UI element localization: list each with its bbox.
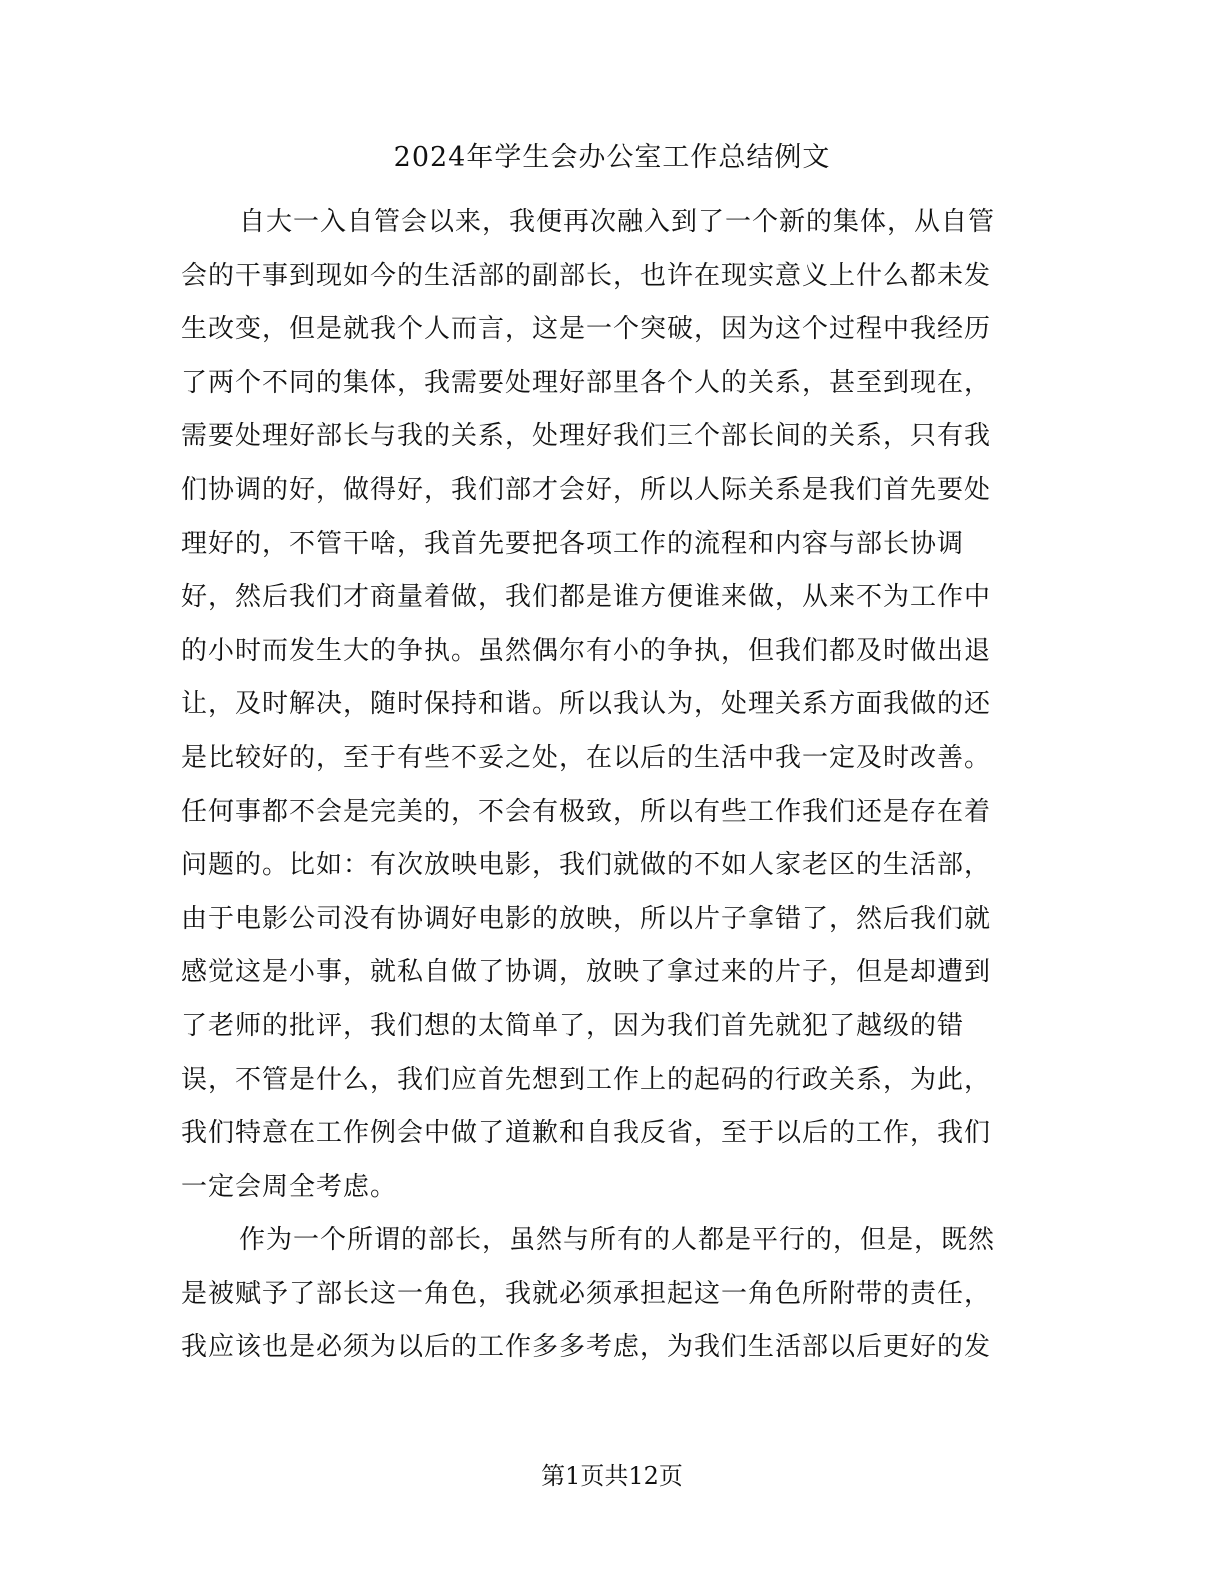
paragraph-line: 我应该也是必须为以后的工作多多考虑，为我们生活部以后更好的发 (181, 1332, 992, 1363)
paragraph-line: 我们特意在工作例会中做了道歉和自我反省，至于以后的工作，我们 (181, 1118, 992, 1149)
paragraph-line: 的小时而发生大的争执。虽然偶尔有小的争执，但我们都及时做出退 (181, 635, 992, 666)
paragraph-line: 理好的，不管干啥，我首先要把各项工作的流程和内容与部长协调 (181, 528, 965, 559)
paragraph-line: 是比较好的，至于有些不妥之处，在以后的生活中我一定及时改善。 (181, 742, 992, 773)
paragraph-line: 需要处理好部长与我的关系，处理好我们三个部长间的关系，只有我 (181, 421, 992, 452)
paragraph-1 (181, 196, 1019, 1214)
paragraph-line: 自大一入自管会以来，我便再次融入到了一个新的集体，从自管 (239, 207, 996, 237)
paragraph-line: 是被赋予了部长这一角色，我就必须承担起这一角色所附带的责任， (181, 1278, 992, 1309)
paragraph-line: 作为一个所谓的部长，虽然与所有的人都是平行的，但是，既然 (239, 1225, 996, 1256)
paragraph-line: 了老师的批评，我们想的太简单了，因为我们首先就犯了越级的错 (181, 1010, 965, 1041)
paragraph-line: 会的干事到现如今的生活部的副部长，也许在现实意义上什么都未发 (181, 260, 992, 291)
paragraph-line: 误，不管是什么，我们应首先想到工作上的起码的行政关系，为此， (181, 1064, 992, 1095)
paragraph-line: 由于电影公司没有协调好电影的放映，所以片子拿错了，然后我们就 (181, 903, 992, 934)
paragraph-line: 问题的。比如：有次放映电影，我们就做的不如人家老区的生活部， (181, 850, 992, 881)
paragraph-line: 任何事都不会是完美的，不会有极致，所以有些工作我们还是存在着 (181, 796, 992, 827)
page-number-footer: 第1页共12页 (541, 1462, 683, 1490)
paragraph-line: 了两个不同的集体，我需要处理好部里各个人的关系，甚至到现在， (181, 367, 992, 398)
document-title: 2024年学生会办公室工作总结例文 (393, 142, 831, 173)
paragraph-line: 们协调的好，做得好，我们部才会好，所以人际关系是我们首先要处 (181, 474, 992, 505)
document-body (181, 196, 1019, 1375)
paragraph-line: 生改变，但是就我个人而言，这是一个突破，因为这个过程中我经历 (181, 314, 992, 345)
paragraph-line: 让，及时解决，随时保持和谐。所以我认为，处理关系方面我做的还 (181, 689, 992, 720)
paragraph-line: 好，然后我们才商量着做，我们都是谁方便谁来做，从来不为工作中 (181, 582, 992, 613)
paragraph-line: 一定会周全考虑。 (181, 1171, 398, 1202)
paragraph-2 (181, 1214, 1019, 1375)
paragraph-line: 感觉这是小事，就私自做了协调，放映了拿过来的片子，但是却遭到 (181, 957, 992, 988)
